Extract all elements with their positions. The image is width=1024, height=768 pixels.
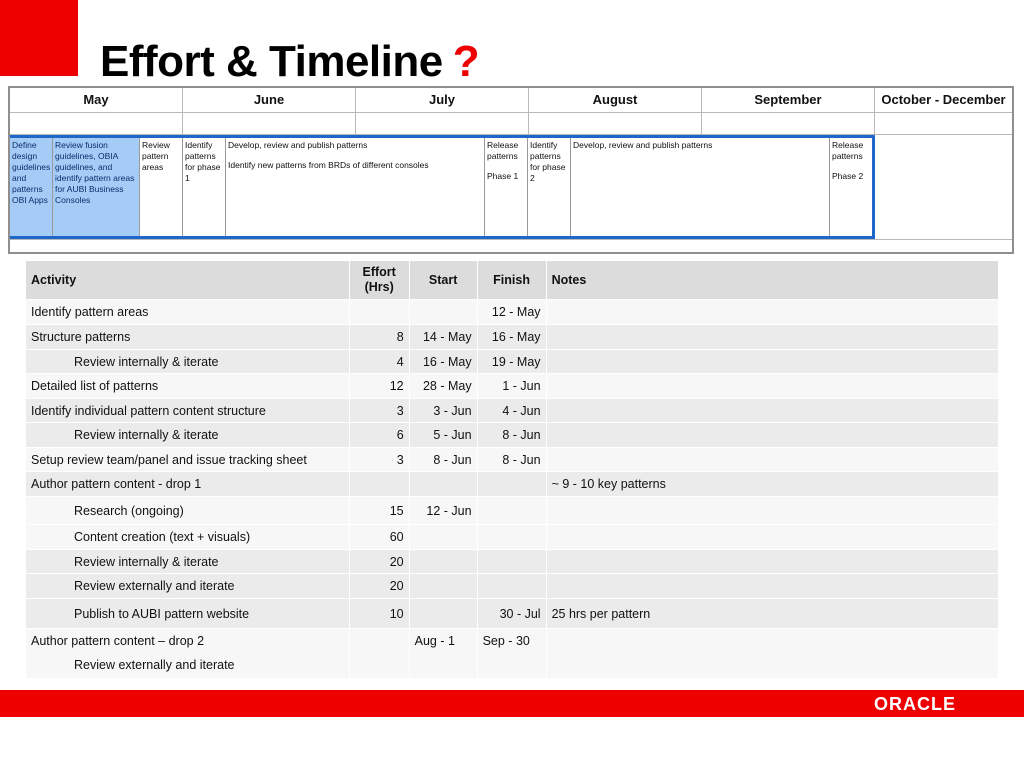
cell-start — [409, 472, 477, 497]
cell-effort: 4 — [349, 350, 409, 374]
cell-start — [409, 525, 477, 550]
cell-effort: 3 — [349, 448, 409, 472]
cell-effort: 20 — [349, 550, 409, 574]
gantt-task-identify-phase1: Identify patterns for phase 1 — [183, 138, 226, 236]
table-header-row — [26, 261, 999, 300]
cell-effort: 10 — [349, 599, 409, 629]
activity-drop2: Author pattern content – drop 2 — [31, 634, 205, 648]
cell-activity: Identify individual pattern content structure — [26, 399, 350, 423]
gantt-task-develop-phase1: Develop, review and publish patterns Identify new patterns from BRDs of different consoles — [226, 138, 485, 236]
cell-start: 3 - Jun — [409, 399, 477, 423]
cell-activity: Publish to AUBI pattern website — [26, 599, 350, 629]
cell-effort: 60 — [349, 525, 409, 550]
cell-activity: Review externally and iterate — [26, 574, 350, 599]
cell-finish: 8 - Jun — [477, 423, 546, 448]
activity-drop2-subtask: Review externally and iterate — [74, 658, 235, 672]
footer-bar — [0, 690, 1024, 717]
cell-effort: 12 — [349, 374, 409, 399]
header-start: Start — [409, 261, 477, 300]
cell-activity: Structure patterns — [26, 325, 350, 350]
cell-activity: Author pattern content - drop 1 — [26, 472, 350, 497]
table-row — [26, 472, 999, 497]
cell-notes — [546, 374, 998, 399]
cell-start — [409, 300, 477, 325]
gantt-task-release-phase1: Release patterns Phase 1 — [485, 138, 528, 236]
gantt-task-identify-phase2: Identify patterns for phase 2 — [528, 138, 571, 236]
gantt-task-release-phase2: Release patterns Phase 2 — [832, 140, 864, 181]
cell-notes — [546, 574, 998, 599]
gantt-sub-cell — [10, 113, 183, 134]
gantt-subheader-row — [10, 113, 1012, 135]
oracle-logo: ORACLE — [874, 694, 956, 714]
cell-effort — [349, 300, 409, 325]
table-row — [26, 448, 999, 472]
cell-activity: Review internally & iterate — [26, 550, 350, 574]
table-row — [26, 374, 999, 399]
gantt-task-review-fusion: Review fusion guidelines, OBIA guidelines, and identify pattern areas for AUBI Business Consoles — [53, 138, 140, 236]
cell-notes — [546, 525, 998, 550]
title-question-mark: ? — [452, 37, 480, 86]
cell-effort: 15 — [349, 497, 409, 525]
cell-finish: 19 - May — [477, 350, 546, 374]
gantt-month-header — [10, 88, 1012, 113]
cell-start: 14 - May — [409, 325, 477, 350]
cell-activity — [26, 629, 350, 679]
cell-notes — [546, 325, 998, 350]
cell-finish: 8 - Jun — [477, 448, 546, 472]
cell-finish — [477, 497, 546, 525]
cell-start — [409, 574, 477, 599]
gantt-sub-cell — [702, 113, 875, 134]
gantt-month-oct-dec: October - December — [881, 92, 1006, 107]
cell-effort — [349, 472, 409, 497]
table-row — [26, 497, 999, 525]
table-row — [26, 550, 999, 574]
cell-finish: Sep - 30 — [477, 629, 546, 679]
effort-table — [25, 260, 999, 679]
cell-activity: Setup review team/panel and issue tracking sheet — [26, 448, 350, 472]
cell-effort: 8 — [349, 325, 409, 350]
cell-start: 28 - May — [409, 374, 477, 399]
cell-finish — [477, 525, 546, 550]
cell-notes — [546, 448, 998, 472]
cell-finish: 12 - May — [477, 300, 546, 325]
gantt-task-develop-phase2: Develop, review and publish patterns — [571, 138, 830, 236]
table-row — [26, 599, 999, 629]
cell-notes — [546, 399, 998, 423]
table-row — [26, 399, 999, 423]
cell-effort: 3 — [349, 399, 409, 423]
slide-title — [100, 36, 479, 88]
gantt-month-july: July — [356, 88, 529, 112]
gantt-sub-cell — [529, 113, 702, 134]
gantt-month-june: June — [183, 88, 356, 112]
cell-activity: Identify pattern areas — [26, 300, 350, 325]
gantt-sub-cell — [356, 113, 529, 134]
cell-notes — [546, 300, 998, 325]
cell-finish: 30 - Jul — [477, 599, 546, 629]
cell-notes — [546, 350, 998, 374]
corner-red-block — [0, 0, 78, 76]
cell-finish: 4 - Jun — [477, 399, 546, 423]
cell-finish — [477, 574, 546, 599]
table-row — [26, 525, 999, 550]
cell-notes — [546, 629, 998, 679]
cell-notes — [546, 497, 998, 525]
cell-activity: Detailed list of patterns — [26, 374, 350, 399]
gantt-month-august: August — [529, 88, 702, 112]
cell-notes: 25 hrs per pattern — [546, 599, 998, 629]
cell-finish — [477, 472, 546, 497]
cell-effort: 20 — [349, 574, 409, 599]
cell-notes — [546, 423, 998, 448]
slide-title-text: Effort & Timeline — [100, 37, 443, 86]
table-row — [26, 574, 999, 599]
cell-activity: Review internally & iterate — [26, 350, 350, 374]
table-row — [26, 423, 999, 448]
cell-activity: Review internally & iterate — [26, 423, 350, 448]
cell-notes: ~ 9 - 10 key patterns — [546, 472, 998, 497]
cell-finish — [477, 550, 546, 574]
gantt-month-may: May — [10, 88, 183, 112]
cell-effort — [349, 629, 409, 679]
gantt-task-define-guidelines: Define design guidelines and patterns OBI Apps — [10, 138, 53, 236]
table-row — [26, 325, 999, 350]
cell-activity: Content creation (text + visuals) — [26, 525, 350, 550]
cell-start — [409, 599, 477, 629]
table-row — [26, 629, 999, 679]
cell-activity: Research (ongoing) — [26, 497, 350, 525]
cell-finish: 1 - Jun — [477, 374, 546, 399]
table-row — [26, 350, 999, 374]
gantt-month-september: September — [702, 88, 875, 112]
cell-finish: 16 - May — [477, 325, 546, 350]
gantt-bottom-row — [10, 239, 1012, 240]
header-activity: Activity — [26, 261, 350, 300]
cell-start: 16 - May — [409, 350, 477, 374]
cell-notes — [546, 550, 998, 574]
header-notes: Notes — [546, 261, 998, 300]
cell-start: 8 - Jun — [409, 448, 477, 472]
gantt-sub-cell — [875, 113, 1012, 134]
cell-start — [409, 550, 477, 574]
header-effort: Effort (Hrs) — [349, 261, 409, 300]
cell-effort: 6 — [349, 423, 409, 448]
gantt-task-band — [10, 135, 875, 239]
header-finish: Finish — [477, 261, 546, 300]
gantt-timeline — [8, 86, 1014, 254]
cell-start: 12 - Jun — [409, 497, 477, 525]
gantt-sub-cell — [183, 113, 356, 134]
cell-start: Aug - 1 — [409, 629, 477, 679]
gantt-task-review-pattern-areas: Review pattern areas — [140, 138, 183, 236]
table-row — [26, 300, 999, 325]
cell-start: 5 - Jun — [409, 423, 477, 448]
